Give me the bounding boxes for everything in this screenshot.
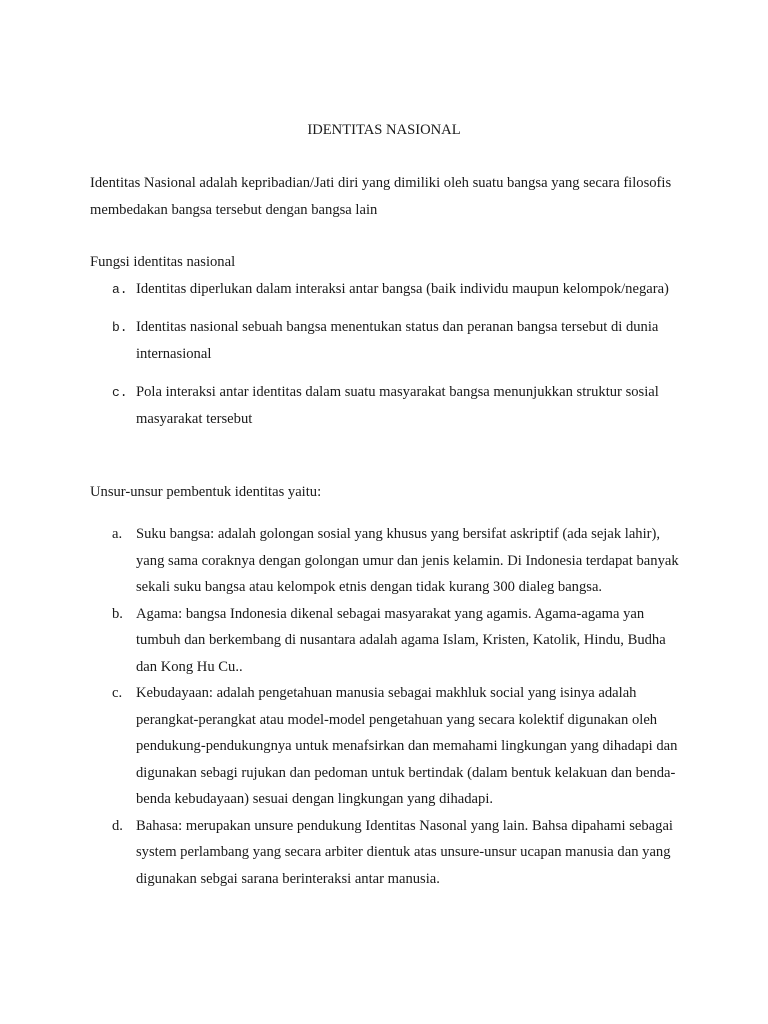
list-marker: c.: [112, 685, 123, 701]
list-item-text: Identitas nasional sebuah bangsa menentukan status dan peranan bangsa tersebut di dunia internasional: [136, 319, 659, 362]
document-title: IDENTITAS NASIONAL: [307, 122, 461, 138]
list-marker: b.: [112, 605, 123, 622]
list-item: [90, 276, 690, 303]
list-item-text: Bahasa: merupakan unsure pendukung Identitas Nasonal yang lain. Bahsa dipahami sebagai system perlambang yang secara arbiter dientuk atas unsure-unsur ucapan manusia dan yang digunakan sebgai sarana berinteraksi antar manusia.: [136, 817, 673, 887]
list-item-text: Identitas diperlukan dalam interaksi antar bangsa (baik individu maupun kelompok/negara): [136, 281, 669, 297]
list-item: [90, 601, 690, 681]
unsur-heading: Unsur-unsur pembentuk identitas yaitu:: [90, 484, 322, 500]
list-item-text: Pola interaksi antar identitas dalam suatu masyarakat bangsa menunjukkan struktur sosial masyarakat tersebut: [136, 384, 659, 427]
list-marker: d.: [112, 817, 123, 834]
list-item-text: Agama: bangsa Indonesia dikenal sebagai masyarakat yang agamis. Agama-agama yan tumbuh dan berkembang di nusantara adalah agama Islam, Kristen, Katolik, Hindu, Budha dan Kong Hu Cu..: [136, 605, 666, 675]
list-marker: a.: [112, 526, 123, 542]
list-item: [90, 521, 690, 601]
list-item-text: Kebudayaan: adalah pengetahuan manusia sebagai makhluk social yang isinya adalah perangkat-perangkat atau model-model pengetahuan yang secara kolektif digunakan oleh pendukung-pendukungnya untuk menafsirkan dan memahami lingkungan yang dihadapi dan digunakan sebagi rujukan dan pedoman untuk bertindak (dalam bentuk kelakuan dan benda-benda kebudayaan) sesuai dengan lingkungan yang dihadapi.: [136, 685, 678, 807]
list-item: [90, 813, 690, 893]
list-item: [90, 379, 690, 433]
list-item: [90, 314, 690, 368]
fungsi-list: [90, 276, 690, 444]
list-item-text: Suku bangsa: adalah golongan sosial yang khusus yang bersifat askriptif (ada sejak lahir), yang sama coraknya dengan golongan umur dan jenis kelamin. Di Indonesia terdapat banyak sekali suku bangsa atau kelompok etnis dengan tidak kurang 300 dialeg bangsa.: [136, 526, 679, 595]
list-marker: b.: [112, 320, 128, 335]
fungsi-heading: Fungsi identitas nasional: [90, 254, 236, 270]
definition-paragraph: Identitas Nasional adalah kepribadian/Jati diri yang dimiliki oleh suatu bangsa yang secara filosofis membedakan bangsa tersebut dengan bangsa lain: [90, 175, 672, 218]
list-marker: a.: [112, 282, 128, 297]
list-item: [90, 680, 690, 813]
unsur-list: [90, 521, 690, 892]
list-marker: c.: [112, 385, 128, 400]
